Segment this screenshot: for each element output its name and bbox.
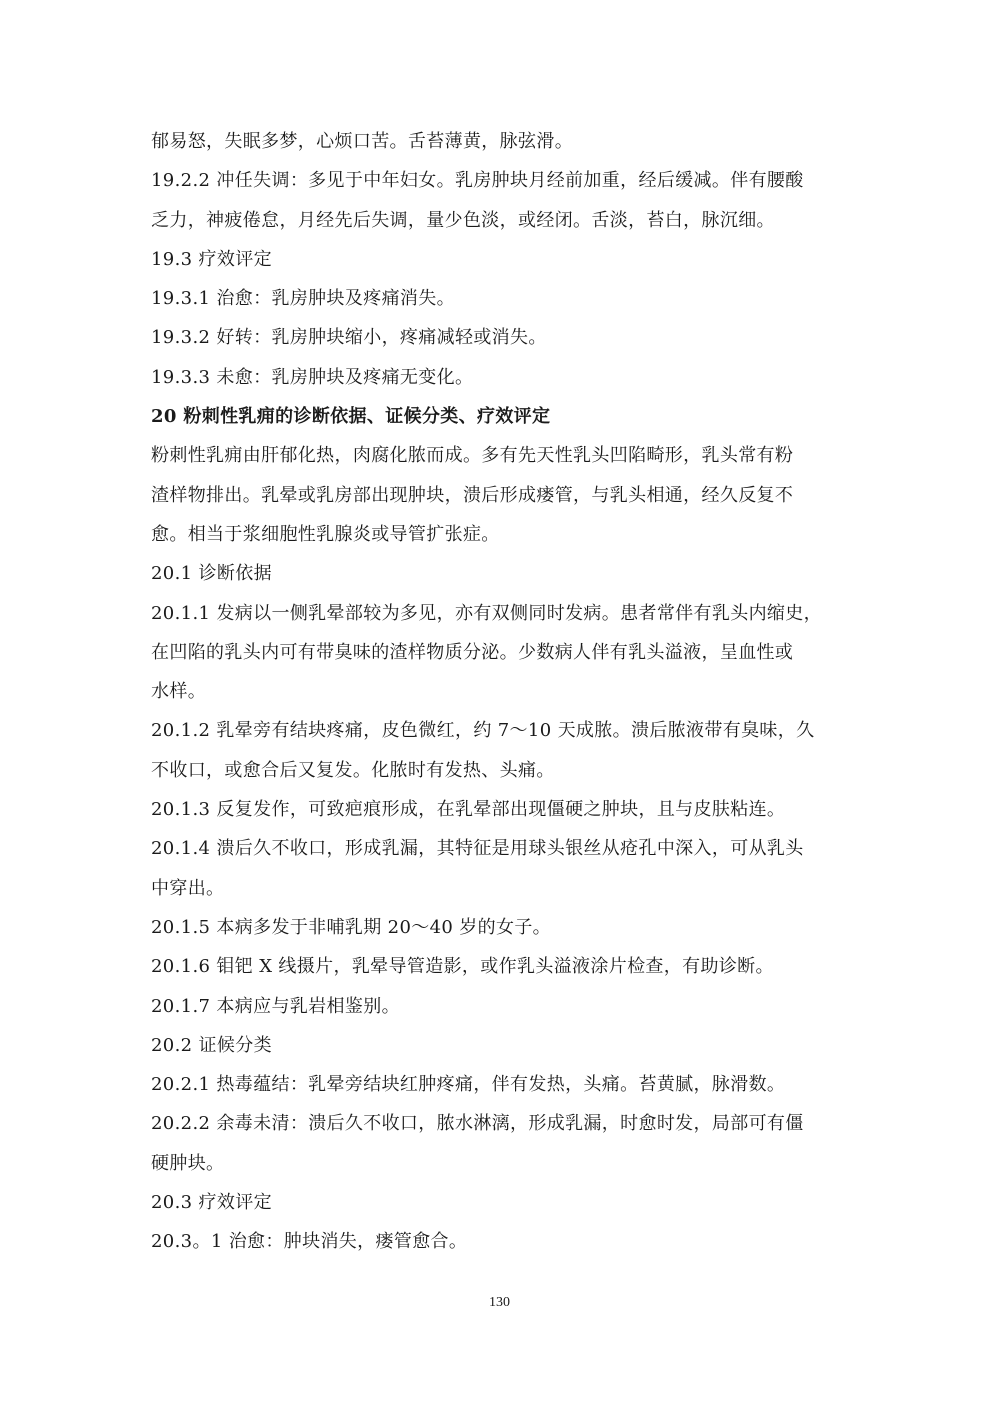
- text-line: 20.2.2 余毒未清：溃后久不收口，脓水淋漓，形成乳漏，时愈时发，局部可有僵: [151, 1113, 804, 1135]
- text-line: 19.3.1 治愈：乳房肿块及疼痛消失。: [151, 288, 455, 310]
- text-line: 20.1.7 本病应与乳岩相鉴别。: [151, 995, 400, 1017]
- text-line: 20.1.6 钼钯 X 线摄片，乳晕导管造影，或作乳头溢液涂片检查，有助诊断。: [151, 956, 774, 978]
- text-line: 中穿出。: [151, 877, 225, 899]
- text-line: 水样。: [151, 681, 207, 703]
- text-line: 20.1.1 发病以一侧乳晕部较为多见，亦有双侧同时发病。患者常伴有乳头内缩史，: [151, 602, 822, 624]
- text-line: 20.3。1 治愈：肿块消失，瘘管愈合。: [151, 1231, 468, 1253]
- text-line: 粉刺性乳痈由肝郁化热，肉腐化脓而成。多有先天性乳头凹陷畸形，乳头常有粉: [151, 445, 794, 467]
- text-line: 硬肿块。: [151, 1152, 225, 1174]
- text-line: 20.2.1 热毒蕴结：乳晕旁结块红肿疼痛，伴有发热，头痛。苔黄腻，脉滑数。: [151, 1074, 786, 1096]
- text-line: 20.1.2 乳晕旁有结块疼痛，皮色微红，约 7～10 天成脓。溃后脓液带有臭味，久: [151, 720, 815, 742]
- section-heading: 20.1 诊断依据: [151, 563, 272, 585]
- chapter-heading: 20 粉刺性乳痈的诊断依据、证候分类、疗效评定: [151, 406, 551, 428]
- text-line: 不收口，或愈合后又复发。化脓时有发热、头痛。: [151, 759, 555, 781]
- text-line: 渣样物排出。乳晕或乳房部出现肿块，溃后形成瘘管，与乳头相通，经久反复不: [151, 484, 794, 506]
- text-line: 郁易怒，失眠多梦，心烦口苦。舌苔薄黄，脉弦滑。: [151, 131, 574, 152]
- section-heading: 20.2 证候分类: [151, 1034, 272, 1056]
- text-line: 19.2.2 冲任失调：多见于中年妇女。乳房肿块月经前加重，经后缓减。伴有腰酸: [151, 170, 804, 192]
- text-line: 20.1.5 本病多发于非哺乳期 20～40 岁的女子。: [151, 916, 552, 938]
- section-heading: 19.3 疗效评定: [151, 248, 272, 270]
- text-line: 20.1.3 反复发作，可致疤痕形成，在乳晕部出现僵硬之肿块，且与皮肤粘连。: [151, 799, 786, 821]
- page-number: 130: [489, 1295, 510, 1310]
- document-body: [151, 122, 855, 1262]
- text-line: 在凹陷的乳头内可有带臭味的渣样物质分泌。少数病人伴有乳头溢液，呈血性或: [151, 641, 794, 663]
- text-line: 19.3.2 好转：乳房肿块缩小，疼痛减轻或消失。: [151, 327, 547, 349]
- section-heading: 20.3 疗效评定: [151, 1192, 272, 1214]
- text-line: 19.3.3 未愈：乳房肿块及疼痛无变化。: [151, 366, 474, 388]
- text-line: 20.1.4 溃后久不收口，形成乳漏，其特征是用球头银丝从疮孔中深入，可从乳头: [151, 838, 804, 860]
- text-line: 乏力，神疲倦怠，月经先后失调，量少色淡，或经闭。舌淡，苔白，脉沉细。: [151, 209, 775, 231]
- text-line: 愈。相当于浆细胞性乳腺炎或导管扩张症。: [151, 523, 500, 545]
